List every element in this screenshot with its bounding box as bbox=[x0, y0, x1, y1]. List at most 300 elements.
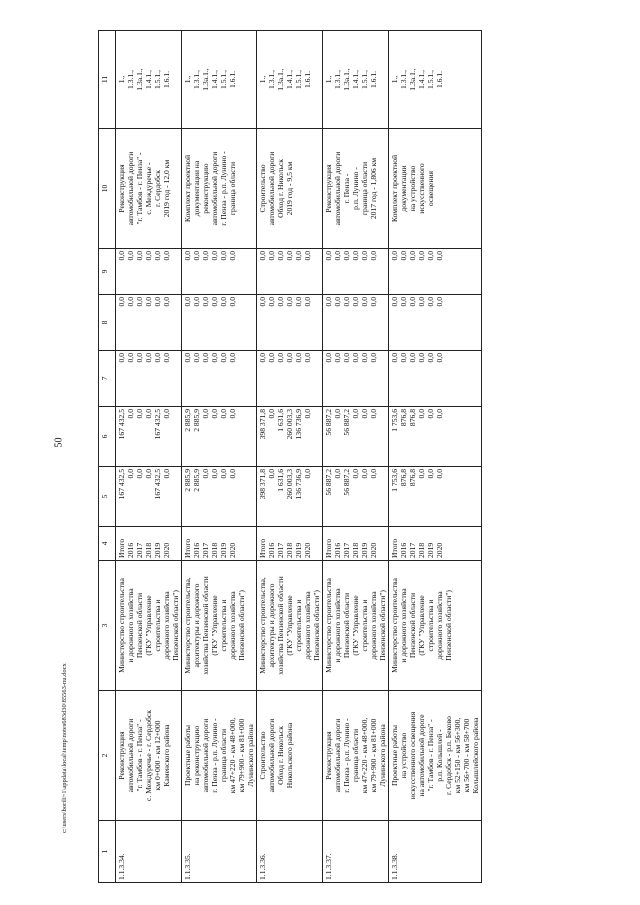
activity-name-line: Реконструкция bbox=[324, 731, 333, 780]
year-label: Итого bbox=[117, 538, 126, 558]
activity-name-line: г. Сердобск - р.п. Беково bbox=[444, 716, 453, 795]
amount-c6-line: 0,0 bbox=[267, 409, 276, 419]
amount-c6-line: 0,0 bbox=[144, 409, 153, 419]
amount-c6-line: 876,8 bbox=[408, 409, 417, 427]
amount-c5-line: 56 887,2 bbox=[342, 469, 351, 496]
indicator-refs-line: 1.3а.1., bbox=[135, 68, 144, 91]
amount-c7-line: 0,0 bbox=[285, 353, 294, 363]
indicator-refs-line: 1.3.1., bbox=[267, 70, 276, 89]
amount-c9-line: 0,0 bbox=[267, 251, 276, 261]
year-label: 2020 bbox=[303, 542, 312, 558]
amount-c6-line: 2 885,9 bbox=[192, 409, 201, 432]
amount-c8-line: 0,0 bbox=[342, 297, 351, 307]
amount-c8-line: 0,0 bbox=[135, 297, 144, 307]
executor-line: строительства и bbox=[219, 599, 228, 652]
amount-c7-line: 0,0 bbox=[276, 353, 285, 363]
year-label: 2017 bbox=[276, 542, 285, 558]
amount-c8-line: 0,0 bbox=[258, 297, 267, 307]
indicator-refs-line: 1., bbox=[183, 75, 192, 84]
expected-result-line: граница области bbox=[360, 161, 369, 216]
column-header-9: 9 bbox=[99, 249, 116, 295]
executor-line: Министерство строительства bbox=[324, 578, 333, 673]
row-number: 1.1.3.34. bbox=[116, 821, 182, 883]
amount-c6-line: 0,0 bbox=[435, 409, 444, 419]
expected-result bbox=[389, 129, 482, 249]
amount-c6-line: 0,0 bbox=[417, 409, 426, 419]
amount-c8-line: 0,0 bbox=[267, 297, 276, 307]
amount-c8 bbox=[389, 295, 482, 351]
activity-name-line: "г. Тамбов - г. Пенза" - bbox=[426, 719, 435, 792]
year-label: 2016 bbox=[399, 542, 408, 558]
expected-result-line: на устройство bbox=[408, 165, 417, 212]
activity-name-line: граница области bbox=[219, 728, 228, 783]
amount-c6-line: 56 887,2 bbox=[324, 409, 333, 436]
year-list bbox=[389, 527, 482, 561]
amount-c7-line: 0,0 bbox=[435, 353, 444, 363]
amount-c6-line: 260 003,3 bbox=[285, 409, 294, 440]
column-header-10: 10 bbox=[99, 129, 116, 249]
expected-result-line: г. Пенза - р.п. Лунино - bbox=[219, 151, 228, 226]
indicator-refs-line: 1.6.1. bbox=[435, 70, 444, 89]
amount-c7-line: 0,0 bbox=[144, 353, 153, 363]
amount-c5-line: 0,0 bbox=[351, 469, 360, 479]
amount-c9-line: 0,0 bbox=[126, 251, 135, 261]
activity-name-line: Лунинского района bbox=[378, 724, 387, 787]
amount-c5-line: 0,0 bbox=[267, 469, 276, 479]
indicator-refs-line: 1.3а.1., bbox=[276, 68, 285, 91]
year-label: 2019 bbox=[426, 542, 435, 558]
year-label: 2018 bbox=[285, 542, 294, 558]
activity-name-line: км 79+900 - км 81+000 bbox=[237, 718, 246, 793]
amount-c5 bbox=[257, 467, 323, 527]
activity-name-line: Обход г. Никольск bbox=[276, 726, 285, 785]
indicator-refs-line: 1., bbox=[324, 75, 333, 84]
amount-c6-line: 136 736,9 bbox=[294, 409, 303, 440]
indicator-refs-line: 1.3а.1., bbox=[201, 68, 210, 91]
column-header-6: 6 bbox=[99, 407, 116, 467]
amount-c8-line: 0,0 bbox=[126, 297, 135, 307]
amount-c7-line: 0,0 bbox=[303, 353, 312, 363]
amount-c7-line: 0,0 bbox=[324, 353, 333, 363]
executor-line: Пензенской области") bbox=[378, 590, 387, 661]
header-row bbox=[99, 31, 116, 883]
row-number: 1.1.3.35. bbox=[182, 821, 257, 883]
executor-line: строительства и bbox=[294, 599, 303, 652]
expected-result bbox=[257, 129, 323, 249]
amount-c6-line: 0,0 bbox=[219, 409, 228, 419]
activity-name-line: искусственного освещения bbox=[408, 711, 417, 800]
amount-c6-line: 56 887,2 bbox=[342, 409, 351, 436]
amount-c8 bbox=[257, 295, 323, 351]
indicator-refs-line: 1.3.1., bbox=[126, 70, 135, 89]
year-label: 2019 bbox=[360, 542, 369, 558]
amount-c7-line: 0,0 bbox=[183, 353, 192, 363]
executor-line: дорожного хозяйства bbox=[369, 591, 378, 660]
indicator-refs bbox=[182, 31, 257, 129]
amount-c9 bbox=[323, 249, 389, 295]
amount-c7-line: 0,0 bbox=[333, 353, 342, 363]
indicator-refs-line: 1.4.1., bbox=[417, 70, 426, 89]
amount-c6-line: 0,0 bbox=[135, 409, 144, 419]
executor-line: Министерство строительства bbox=[117, 578, 126, 673]
expected-result-line: Обход г. Никольск bbox=[276, 159, 285, 218]
activity-name-line: автомобильной дороги bbox=[267, 718, 276, 793]
amount-c7-line: 0,0 bbox=[219, 353, 228, 363]
amount-c8-line: 0,0 bbox=[219, 297, 228, 307]
amount-c6-line: 398 371,8 bbox=[258, 409, 267, 440]
executor-line: (ГКУ "Управление bbox=[417, 595, 426, 656]
amount-c7-line: 0,0 bbox=[228, 353, 237, 363]
year-label: Итого bbox=[390, 538, 399, 558]
executor-line: (ГКУ "Управление bbox=[351, 595, 360, 656]
activity-name-line: Проектные работы bbox=[183, 724, 192, 787]
amount-c9-line: 0,0 bbox=[135, 251, 144, 261]
amount-c5-line: 260 003,3 bbox=[285, 469, 294, 500]
executor-line: Министерство строительства bbox=[390, 578, 399, 673]
indicator-refs bbox=[257, 31, 323, 129]
executor-line: архитектуры и дорожного bbox=[267, 583, 276, 668]
amount-c5-line: 0,0 bbox=[426, 469, 435, 479]
amount-c9-line: 0,0 bbox=[285, 251, 294, 261]
amount-c8-line: 0,0 bbox=[333, 297, 342, 307]
amount-c5-line: 0,0 bbox=[135, 469, 144, 479]
amount-c8-line: 0,0 bbox=[435, 297, 444, 307]
amount-c9-line: 0,0 bbox=[435, 251, 444, 261]
executor-line: дорожного хозяйства bbox=[435, 591, 444, 660]
column-header-11: 11 bbox=[99, 31, 116, 129]
expected-result-line: 2019 год - 12,0 км bbox=[162, 159, 171, 218]
indicator-refs-line: 1.5.1., bbox=[153, 70, 162, 89]
amount-c9-line: 0,0 bbox=[408, 251, 417, 261]
expected-result-line: Реконструкция bbox=[324, 164, 333, 213]
expected-result-line: 2019 год - 9,5 км bbox=[285, 161, 294, 216]
activity-name-line: автомобильной дороги bbox=[201, 718, 210, 793]
year-label: 2020 bbox=[369, 542, 378, 558]
executor-line: и дорожного хозяйства bbox=[126, 588, 135, 663]
amount-c6-line: 167 432,5 bbox=[153, 409, 162, 440]
amount-c8 bbox=[323, 295, 389, 351]
executor-line: строительства и bbox=[153, 599, 162, 652]
table-row bbox=[323, 31, 389, 883]
amount-c8-line: 0,0 bbox=[417, 297, 426, 307]
activity-name-line: км 0+000 - км 12+000 bbox=[153, 720, 162, 791]
expected-result bbox=[182, 129, 257, 249]
expected-result-line: с. Междуречье - bbox=[144, 162, 153, 215]
expected-result-line: искусственного bbox=[417, 163, 426, 214]
indicator-refs-line: 1.5.1., bbox=[426, 70, 435, 89]
amount-c7-line: 0,0 bbox=[153, 353, 162, 363]
amount-c8-line: 0,0 bbox=[369, 297, 378, 307]
row-number: 1.1.3.36. bbox=[257, 821, 323, 883]
activity-name-line: Строительство bbox=[258, 731, 267, 780]
year-list bbox=[323, 527, 389, 561]
table-body bbox=[116, 31, 482, 883]
indicator-refs-line: 1.3.1., bbox=[399, 70, 408, 89]
amount-c7 bbox=[323, 351, 389, 407]
column-header-2: 2 bbox=[99, 691, 116, 821]
executor-line: Министерство строительства, bbox=[258, 577, 267, 674]
year-label: 2017 bbox=[201, 542, 210, 558]
activity-name-line: граница области bbox=[351, 728, 360, 783]
amount-c9-line: 0,0 bbox=[351, 251, 360, 261]
amount-c9-line: 0,0 bbox=[399, 251, 408, 261]
amount-c5 bbox=[389, 467, 482, 527]
amount-c7-line: 0,0 bbox=[399, 353, 408, 363]
amount-c7-line: 0,0 bbox=[351, 353, 360, 363]
amount-c5-line: 0,0 bbox=[435, 469, 444, 479]
expected-result bbox=[116, 129, 182, 249]
amount-c5-line: 167 432,5 bbox=[117, 469, 126, 500]
year-label: 2019 bbox=[219, 542, 228, 558]
activity-name-line: Реконструкция bbox=[117, 731, 126, 780]
amount-c7-line: 0,0 bbox=[342, 353, 351, 363]
indicator-refs-line: 1.3а.1., bbox=[342, 68, 351, 91]
activity-name-line: км 79+900 - км 81+000 bbox=[369, 718, 378, 793]
indicator-refs-line: 1.4.1., bbox=[351, 70, 360, 89]
amount-c6-line: 167 432,5 bbox=[117, 409, 126, 440]
activity-name-line: Каменского района bbox=[162, 724, 171, 787]
amount-c8-line: 0,0 bbox=[324, 297, 333, 307]
amount-c9-line: 0,0 bbox=[426, 251, 435, 261]
rotated-table-wrapper bbox=[98, 31, 638, 883]
activity-name bbox=[116, 691, 182, 821]
executor-line: дорожного хозяйства bbox=[162, 591, 171, 660]
activity-name-line: на устройство bbox=[399, 732, 408, 779]
indicator-refs-line: 1.6.1. bbox=[303, 70, 312, 89]
amount-c7-line: 0,0 bbox=[267, 353, 276, 363]
indicator-refs-line: 1., bbox=[390, 75, 399, 84]
amount-c9-line: 0,0 bbox=[210, 251, 219, 261]
amount-c9-line: 0,0 bbox=[153, 251, 162, 261]
column-header-4: 4 bbox=[99, 527, 116, 561]
amount-c5-line: 0,0 bbox=[417, 469, 426, 479]
amount-c6-line: 2 885,9 bbox=[183, 409, 192, 432]
activity-name-line: автомобильной дороги bbox=[126, 718, 135, 793]
expected-result-line: освещения bbox=[426, 170, 435, 207]
amount-c5 bbox=[182, 467, 257, 527]
amount-c7-line: 0,0 bbox=[162, 353, 171, 363]
indicator-refs-line: 1.6.1. bbox=[369, 70, 378, 89]
amount-c7-line: 0,0 bbox=[117, 353, 126, 363]
indicator-refs-line: 1.5.1., bbox=[360, 70, 369, 89]
amount-c8-line: 0,0 bbox=[117, 297, 126, 307]
page-number: 50 bbox=[53, 437, 65, 448]
amount-c5-line: 56 887,2 bbox=[324, 469, 333, 496]
executor-line: Пензенской области bbox=[135, 592, 144, 659]
indicator-refs-line: 1.4.1., bbox=[285, 70, 294, 89]
activity-name-line: р.п. Колышлей - bbox=[435, 729, 444, 782]
executor-line: (ГКУ "Управление bbox=[210, 595, 219, 656]
amount-c8-line: 0,0 bbox=[183, 297, 192, 307]
amount-c9-line: 0,0 bbox=[258, 251, 267, 261]
activity-name-line: с. Междуречье - г. Сердобск bbox=[144, 710, 153, 801]
amount-c9 bbox=[116, 249, 182, 295]
amount-c8-line: 0,0 bbox=[426, 297, 435, 307]
amount-c9-line: 0,0 bbox=[183, 251, 192, 261]
amount-c8-line: 0,0 bbox=[390, 297, 399, 307]
amount-c5-line: 2 885,9 bbox=[183, 469, 192, 492]
amount-c6 bbox=[182, 407, 257, 467]
activity-name bbox=[323, 691, 389, 821]
amount-c9-line: 0,0 bbox=[276, 251, 285, 261]
activity-name-line: км 47+220 - км 48+000, bbox=[360, 717, 369, 794]
amount-c5-line: 398 371,8 bbox=[258, 469, 267, 500]
amount-c9-line: 0,0 bbox=[162, 251, 171, 261]
expected-result-line: документации bbox=[399, 165, 408, 212]
amount-c6-line: 0,0 bbox=[201, 409, 210, 419]
executor-line: Министерство строительства, bbox=[183, 577, 192, 674]
amount-c5-line: 0,0 bbox=[219, 469, 228, 479]
amount-c9-line: 0,0 bbox=[417, 251, 426, 261]
amount-c9-line: 0,0 bbox=[342, 251, 351, 261]
executor-line: Пензенской области bbox=[408, 592, 417, 659]
amount-c7-line: 0,0 bbox=[258, 353, 267, 363]
executor bbox=[182, 561, 257, 691]
executor bbox=[257, 561, 323, 691]
activity-name-line: Проектные работы bbox=[390, 724, 399, 787]
indicator-refs-line: 1.3.1., bbox=[192, 70, 201, 89]
indicator-refs-line: 1.4.1., bbox=[210, 70, 219, 89]
expected-result-line: автомобильной дороги bbox=[333, 151, 342, 226]
year-label: 2017 bbox=[342, 542, 351, 558]
amount-c5-line: 0,0 bbox=[126, 469, 135, 479]
expected-result-line: автомобильной дороги bbox=[210, 151, 219, 226]
table-row bbox=[182, 31, 257, 883]
amount-c5-line: 876,8 bbox=[399, 469, 408, 487]
expected-result-line: 2017 год - 1,806 км bbox=[369, 157, 378, 220]
amount-c6-line: 0,0 bbox=[162, 409, 171, 419]
amount-c6-line: 0,0 bbox=[369, 409, 378, 419]
amount-c9-line: 0,0 bbox=[303, 251, 312, 261]
indicator-refs-line: 1., bbox=[258, 75, 267, 84]
amount-c9-line: 0,0 bbox=[117, 251, 126, 261]
activity-name bbox=[257, 691, 323, 821]
amount-c7-line: 0,0 bbox=[408, 353, 417, 363]
year-label: 2017 bbox=[408, 542, 417, 558]
amount-c9-line: 0,0 bbox=[360, 251, 369, 261]
activity-name-line: км 47+220 - км 48+000, bbox=[228, 717, 237, 794]
column-header-8: 8 bbox=[99, 295, 116, 351]
year-label: 2016 bbox=[267, 542, 276, 558]
amount-c5-line: 167 432,5 bbox=[153, 469, 162, 500]
indicator-refs bbox=[323, 31, 389, 129]
amount-c8-line: 0,0 bbox=[228, 297, 237, 307]
year-list bbox=[116, 527, 182, 561]
expected-result-line: Комплект проектной bbox=[183, 154, 192, 223]
amount-c6-line: 0,0 bbox=[126, 409, 135, 419]
amount-c8 bbox=[182, 295, 257, 351]
activity-name-line: Лунинского района bbox=[246, 724, 255, 787]
executor-line: дорожного хозяйства bbox=[303, 591, 312, 660]
year-label: 2018 bbox=[144, 542, 153, 558]
indicator-refs-line: 1.4.1., bbox=[144, 70, 153, 89]
year-label: Итого bbox=[324, 538, 333, 558]
year-label: 2016 bbox=[192, 542, 201, 558]
amount-c5-line: 0,0 bbox=[228, 469, 237, 479]
activity-name bbox=[182, 691, 257, 821]
amount-c5-line: 0,0 bbox=[201, 469, 210, 479]
year-label: 2020 bbox=[162, 542, 171, 558]
year-label: 2016 bbox=[333, 542, 342, 558]
amount-c7-line: 0,0 bbox=[126, 353, 135, 363]
executor-line: Пензенской области") bbox=[237, 590, 246, 661]
executor bbox=[389, 561, 482, 691]
amount-c6-line: 0,0 bbox=[426, 409, 435, 419]
amount-c5-line: 1 753,6 bbox=[390, 469, 399, 492]
expected-result-line: "г. Тамбов - г. Пенза" - bbox=[135, 152, 144, 225]
expected-result-line: Реконструкция bbox=[117, 164, 126, 213]
amount-c6-line: 0,0 bbox=[303, 409, 312, 419]
amount-c8-line: 0,0 bbox=[276, 297, 285, 307]
year-label: 2018 bbox=[417, 542, 426, 558]
amount-c6-line: 0,0 bbox=[228, 409, 237, 419]
amount-c9 bbox=[182, 249, 257, 295]
amount-c6-line: 0,0 bbox=[210, 409, 219, 419]
amount-c5-line: 136 736,9 bbox=[294, 469, 303, 500]
expected-result-line: документации на bbox=[192, 160, 201, 217]
indicator-refs bbox=[116, 31, 182, 129]
amount-c9-line: 0,0 bbox=[324, 251, 333, 261]
executor bbox=[116, 561, 182, 691]
activity-name-line: г. Пенза - р.п. Лунино - bbox=[210, 718, 219, 793]
amount-c8-line: 0,0 bbox=[351, 297, 360, 307]
amount-c5-line: 0,0 bbox=[144, 469, 153, 479]
amount-c5 bbox=[116, 467, 182, 527]
year-label: 2019 bbox=[294, 542, 303, 558]
amount-c5-line: 0,0 bbox=[333, 469, 342, 479]
amount-c9-line: 0,0 bbox=[192, 251, 201, 261]
activity-name-line: Колышлейского района bbox=[471, 717, 480, 794]
amount-c7-line: 0,0 bbox=[369, 353, 378, 363]
amount-c9-line: 0,0 bbox=[144, 251, 153, 261]
activity-name-line: "г. Тамбов - г. Пенза" - bbox=[135, 719, 144, 792]
amount-c7 bbox=[389, 351, 482, 407]
executor-line: хозяйства Пензенской области bbox=[201, 576, 210, 675]
executor-line: строительства и bbox=[426, 599, 435, 652]
amount-c9-line: 0,0 bbox=[390, 251, 399, 261]
activity-name-line: на реконструкцию bbox=[192, 725, 201, 786]
year-label: 2019 bbox=[153, 542, 162, 558]
year-label: Итого bbox=[258, 538, 267, 558]
amount-c6-line: 0,0 bbox=[351, 409, 360, 419]
amount-c5-line: 0,0 bbox=[303, 469, 312, 479]
executor-line: дорожного хозяйства bbox=[228, 591, 237, 660]
amount-c8-line: 0,0 bbox=[162, 297, 171, 307]
row-number: 1.1.3.37. bbox=[323, 821, 389, 883]
row-number: 1.1.3.38. bbox=[389, 821, 482, 883]
activity-name-line: Никольского района bbox=[285, 722, 294, 789]
year-label: 2020 bbox=[228, 542, 237, 558]
amount-c7-line: 0,0 bbox=[390, 353, 399, 363]
amount-c8-line: 0,0 bbox=[192, 297, 201, 307]
amount-c5-line: 2 885,9 bbox=[192, 469, 201, 492]
amount-c7-line: 0,0 bbox=[294, 353, 303, 363]
indicator-refs-line: 1.6.1. bbox=[228, 70, 237, 89]
executor-line: (ГКУ "Управление bbox=[144, 595, 153, 656]
executor-line: Пензенской области bbox=[342, 592, 351, 659]
indicator-refs-line: 1.3а.1., bbox=[408, 68, 417, 91]
indicator-refs-line: 1.5.1., bbox=[294, 70, 303, 89]
amount-c5-line: 1 631,6 bbox=[276, 469, 285, 492]
amount-c6 bbox=[116, 407, 182, 467]
amount-c6 bbox=[257, 407, 323, 467]
table-row bbox=[389, 31, 482, 883]
activity-name-line: на автомобильной дороге bbox=[417, 714, 426, 797]
year-label: 2016 bbox=[126, 542, 135, 558]
amount-c6 bbox=[389, 407, 482, 467]
amount-c5-line: 0,0 bbox=[162, 469, 171, 479]
executor-line: Пензенской области") bbox=[444, 590, 453, 661]
